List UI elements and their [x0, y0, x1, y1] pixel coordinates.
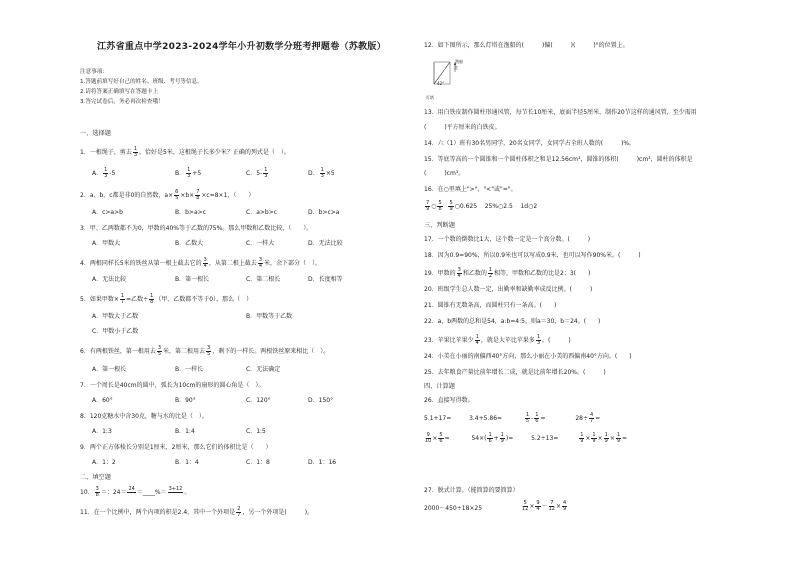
question-3: 3．甲、乙两数都不为0，甲数的40%等于乙数的75%。那么甲数和乙数比较，（ ）。 — [80, 225, 313, 232]
calc-row-2: $\frac{9}{10}$ × $\frac{5}{6}$ = 54×( $\frac{1}{6}$ + $\frac{1}{9}$ )= 5.2÷13= $\frac{1}{9}$ × $\frac{1}{9}$ × $\frac{1}{9}$ × $\frac{1}{9}$ = — [425, 432, 628, 444]
question-14: 14．六（1）班有30名男同学，20名女同学，女同学占全班人数的( )%。 — [424, 140, 636, 147]
label-north: 北 — [454, 65, 458, 70]
question-6: 6．有两根铁丝，第一根用去 $\frac{3}{5}$ 米，第二根用去 $\frac{3}{5}$ ，剩下的一样长。两根铁丝原来相比（ ）。 — [80, 345, 330, 357]
q6-option-c: C．无法确定 — [246, 366, 281, 373]
note-item: 3.答完试卷后，务必再次检查哦！ — [80, 99, 164, 105]
q9-option-c: C．1：8 — [246, 459, 270, 466]
q7-option-d: D．150° — [308, 397, 334, 404]
question-24: 24．小美在小丽的南偏西40°方向，那么小丽在小美的西偏南40°方向。( ) — [424, 353, 632, 360]
label-lighthouse: 灯塔 — [426, 95, 434, 100]
question-23: 23．苹果比苹果少 $\frac{1}{4}$ ，就是大苹比苹果多 $\frac{1}{3}$ 。( ) — [424, 334, 571, 346]
question-13: 13．用白铁皮制作圆柱形通风管，每节长10厘米，底面半径5厘米，制作20节这样的通风管，至少需用 — [424, 109, 697, 116]
q8-option-c: C．1:5 — [246, 428, 266, 435]
question-15: 15．等底等高的一个圆锥和一个圆柱体积之和是12.56cm³，圆锥的体积( )cm³，圆柱的体积是 — [424, 156, 693, 163]
q5-option-b: B．甲数等于乙数 — [246, 313, 293, 320]
question-18: 18．因为0.9=90%，所以0.9米也可以写成0.9米，也可以写作90%米。( ) — [424, 252, 641, 259]
q7-option-c: C．120° — [246, 397, 271, 404]
q3-option-b: B．乙数大 — [175, 240, 204, 247]
question-20: 20．班级学生总人数一定，出勤率和缺勤率成反比例。( ) — [424, 286, 593, 293]
question-7: 7．一个周长是40cm的圆中，弧长为10cm的扇形的圆心角是（ ）。 — [80, 382, 265, 389]
q4-option-d: D．长度相等 — [308, 276, 343, 283]
question-13-cont: ( )平方厘米的白铁皮。 — [424, 124, 501, 131]
question-12: 12．如下图所示，那么灯塔在渔船的( )偏( )( )°的位置上。 — [424, 42, 629, 49]
q5-option-c: C．甲数小于乙数 — [92, 328, 139, 335]
notes-header: 注意事项： — [80, 69, 108, 75]
question-1: 1．一根绳子，剪去 $\frac{1}{3}$ ，恰好是5米，这根绳子长多少米？正确的列式是（ ）。 — [80, 146, 290, 158]
exam-title: 江苏省重点中学2023-2024学年小升初数学分班考押题卷（苏教版） — [97, 42, 387, 52]
question-4: 4．两根同样长5米的铁丝从第一根上截去它的 $\frac{3}{4}$ ，从第二根上截去 $\frac{3}{4}$ 米，余下部分（ ）。 — [80, 257, 322, 269]
question-8: 8．120克糖水中含30克，糖与水的比是（ ）。 — [80, 413, 208, 420]
question-17: 17．一个数的倒数比1大，这个数一定是一个真分数。( ) — [424, 236, 591, 243]
question-16: 16．在○里填上">"、"<"或"="。 — [424, 186, 517, 193]
section-fill: 二、填空题 — [80, 474, 111, 481]
question-25: 25．去年粮食产量比前年增长二成，就是比前年增长20%。( ) — [424, 369, 606, 376]
section-judge: 三、判断题 — [424, 222, 455, 229]
q8-option-a: A．1:3 — [92, 428, 112, 435]
question-21: 21．圆锥有无数条高，而圆柱只有一条高。( ) — [424, 302, 557, 309]
q1-option-a: A． $\frac{1}{3}$ -5 — [92, 167, 116, 179]
q9-option-d: D．1：16 — [308, 459, 337, 466]
note-item: 2.请将答案正确填写在答题卡上 — [80, 89, 159, 95]
q2-option-d: D．b>c>a — [308, 209, 340, 216]
question-11: 11．在一个比例中，两个内项的积是2.4，其中一个外项是 $\frac{2}{7}$ ，另一个外项是( )。 — [80, 506, 314, 518]
q2-option-a: A．c>a>b — [92, 209, 123, 216]
section-calc: 四、计算题 — [424, 383, 455, 390]
label-angle: 42° — [437, 81, 445, 86]
note-item: 1.答题前填写好自己的姓名、班级、考号等信息。 — [80, 79, 203, 85]
question-19: 19．甲数的 $\frac{3}{4}$ 和乙数的 $\frac{1}{2}$ 相等，甲数和乙数的比是2：3( ) — [424, 267, 591, 279]
section-choice: 一、选择题 — [80, 130, 111, 137]
calc-row-1: 5.1+17= 3.4+5.86= $\frac{1}{5}$ - $\frac{1}{6}$ = 28÷ $\frac{4}{7}$ = — [424, 412, 601, 424]
question-27: 27．脱式计算。（能简算的要简算） — [424, 487, 519, 494]
q3-option-a: A．甲数大 — [92, 240, 121, 247]
q2-option-b: B．b>a>c — [175, 209, 206, 216]
q8-option-b: B．1:4 — [175, 428, 195, 435]
q6-option-a: A．第一根长 — [92, 366, 127, 373]
q7-option-b: B．90° — [175, 397, 196, 404]
q9-option-b: B．1：4 — [175, 459, 199, 466]
q5-option-a: A．甲数大于乙数 — [92, 313, 139, 320]
q2-option-c: C．a>b>c — [246, 209, 278, 216]
question-9: 9．两个正方体棱长分别是1厘米，2厘米，那么它们的体积比是（ ） — [80, 444, 272, 451]
q1-option-c: C．5- $\frac{1}{3}$ — [246, 167, 268, 179]
q4-option-b: B．第一根长 — [175, 276, 210, 283]
q16-comparisons: $\frac{7}{9}$ ○ $\frac{5}{8}$ $\frac{5}{9}$ ○0.625 25%○2.5 1d○2 — [426, 200, 538, 212]
q3-option-c: C．一样大 — [246, 240, 275, 247]
question-2: 2．a、b、c都是非0的自然数，a× $\frac{6}{5}$ ×b× $\frac{7}{8}$ ×c=8×1，（ ） — [80, 189, 255, 201]
q9-option-a: A．1：2 — [92, 459, 116, 466]
question-22: 22．a，b两数的总和是54，a:b=4:5，则a＝30，b＝24。( ) — [424, 318, 601, 325]
q6-option-b: B．一样长 — [175, 366, 204, 373]
question-15-cont: ( )cm³。 — [424, 170, 465, 177]
q1-option-d: D． $\frac{1}{3}$ ×5 — [308, 167, 335, 179]
q1-option-b: B． $\frac{1}{3}$ +5 — [175, 167, 202, 179]
question-10: 10． $\frac{3}{8}$ ＝：24＝ 24 ＝____%＝ 3+12 。 — [80, 486, 191, 498]
q7-option-a: A．60° — [92, 397, 113, 404]
question-26: 26．直接写得数。 — [424, 397, 474, 404]
label-boat: 渔船 — [455, 59, 463, 64]
q27-expression-b: $\frac{5}{12}$ × $\frac{9}{4}$ － $\frac{7}{12}$ × $\frac{4}{9}$ — [522, 500, 567, 512]
q4-option-a: A．无法比较 — [92, 276, 127, 283]
q4-option-c: C．第二根长 — [246, 276, 281, 283]
fraction: $\frac{1}{3}$ — [133, 146, 138, 158]
q3-option-d: D．无法比较 — [308, 240, 343, 247]
question-5: 5．如果甲数× $\frac{1}{7}$ =乙数÷ $\frac{1}{8}$ （甲、乙数都不等于0），那么（ ） — [80, 293, 253, 305]
q27-expression-a: 2000－450÷18×25 — [424, 505, 483, 512]
